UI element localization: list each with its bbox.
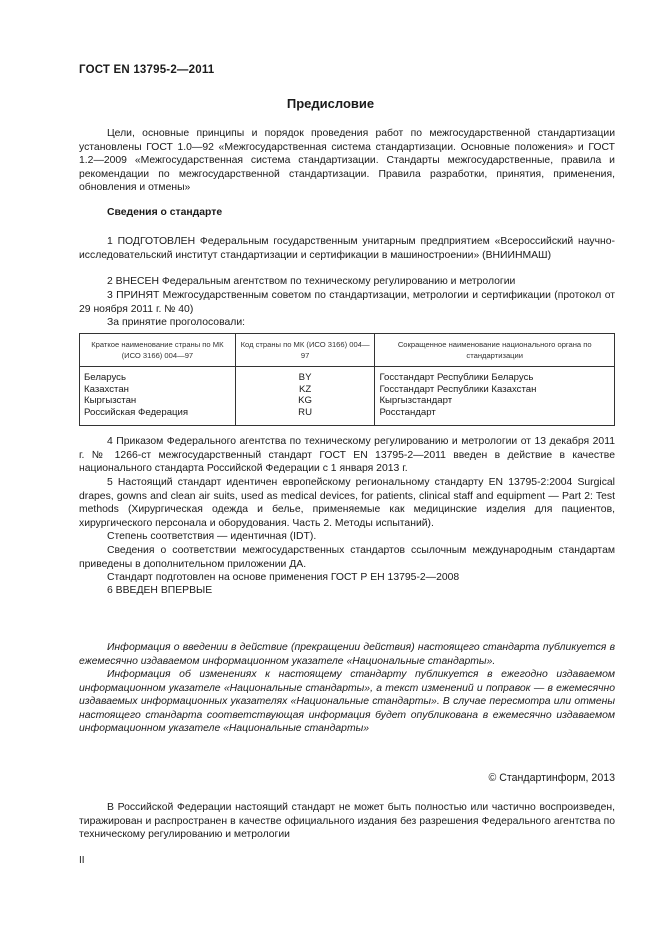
country-code: BY — [235, 367, 375, 384]
table-row — [80, 407, 615, 426]
copyright: © Стандартинформ, 2013 — [488, 772, 615, 784]
table-row — [80, 395, 615, 407]
country-name: Беларусь — [80, 367, 236, 384]
refs-paragraph: Сведения о соответствии межгосударственных стандартов ссылочным международным стандартам приведены в дополнительном приложении ДА. — [79, 545, 615, 570]
table-header-body: Сокращенное наименование национального органа по стандартизации — [375, 334, 615, 367]
country-name: Российская Федерация — [80, 407, 236, 426]
table-header-row — [80, 334, 615, 367]
item-5-identical: 5 Настоящий стандарт идентичен европейскому региональному стандарту EN 13795-2:2004 Surgical drapes, gowns and clean air suits, used as medical devices, for patients, clinical staff and equipment — Part 2: Test methods (Хирургическая одежда и белье, применяемые как медицинские изделия для пациентов, хирургического персонала и оборудования. Часть 2. Методы испытаний). — [79, 477, 615, 529]
item-4-order: 4 Приказом Федерального агентства по техническому регулированию и метрологии от 13 декабря 2011 г. № 1266-ст межгосударственный стандарт ГОСТ EN 13795-2—2011 введен в действие в качестве национального стандарта Российской Федерации с 1 января 2013 г. — [79, 436, 615, 475]
vote-line: За принятие проголосовали: — [107, 317, 246, 328]
country-code: KZ — [235, 384, 375, 396]
item-1-prepared: 1 ПОДГОТОВЛЕН Федеральным государственным унитарным предприятием «Всероссийский научно-исследовательский институт стандартизации и сертификации в машиностроении» (ВНИИНМАШ) — [79, 236, 615, 261]
standards-body: Кыргызстандарт — [375, 395, 615, 407]
item-3-adopted: 3 ПРИНЯТ Межгосударственным советом по стандартизации, метрологии и сертификации (протокол от 29 ноября 2011 г. № 40) — [79, 290, 615, 315]
page-number: II — [79, 855, 85, 866]
table-row — [80, 384, 615, 396]
legal-notice: В Российской Федерации настоящий стандарт не может быть полностью или частично воспроизведен, тиражирован и распространен в качестве официального издания без разрешения Федерального агентства по техническому регулированию и метрологии — [79, 802, 615, 841]
country-code: RU — [235, 407, 375, 426]
country-name: Казахстан — [80, 384, 236, 396]
intro-paragraph: Цели, основные принципы и порядок проведения работ по межгосударственной стандартизации установлены ГОСТ 1.0—92 «Межгосударственная система стандартизации. Основные положения» и ГОСТ 1.2—2009 «Межгосударственная система стандартизации. Стандарты межгосударственные, правила и рекомендации по межгосударственной стандартизации. Правила разработки, принятия, применения, обновления и отмены» — [79, 128, 615, 194]
table-header-country: Краткое наименование страны по МК (ИСО 3166) 004—97 — [80, 334, 236, 367]
item-6-first: 6 ВВЕДЕН ВПЕРВЫЕ — [107, 585, 213, 596]
degree-line: Степень соответствия — идентичная (IDT). — [107, 531, 317, 542]
info-heading: Сведения о стандарте — [107, 207, 223, 218]
country-name: Кыргызстан — [80, 395, 236, 407]
notice-introduction: Информация о введении в действие (прекращении действия) настоящего стандарта публикуется в ежемесячно издаваемом информационном указателе «Национальные стандарты». — [79, 642, 615, 667]
item-2-introduced: 2 ВНЕСЕН Федеральным агентством по техническому регулированию и метрологии — [107, 276, 516, 287]
standards-body: Госстандарт Республики Беларусь — [375, 367, 615, 384]
country-code: KG — [235, 395, 375, 407]
document-header: ГОСТ EN 13795-2—2011 — [79, 64, 215, 76]
voting-countries-table — [79, 333, 615, 426]
standards-body: Росстандарт — [375, 407, 615, 426]
page-title: Предисловие — [286, 96, 375, 111]
notice-changes: Информация об изменениях к настоящему стандарту публикуется в ежегодно издаваемом информационном указателе «Национальные стандарты», а текст изменений и поправок — в ежемесячно издаваемых информационных указателях «Национальные стандарты». В случае пересмотра или отмены настоящего стандарта соответствующая информация будет опубликована в ежемесячно издаваемом информационном указателе «Национальные стандарты» — [79, 669, 615, 735]
based-on-line: Стандарт подготовлен на основе применения ГОСТ Р ЕН 13795-2—2008 — [107, 572, 460, 583]
standards-body: Госстандарт Республики Казахстан — [375, 384, 615, 396]
table-header-code: Код страны по МК (ИСО 3166) 004—97 — [235, 334, 375, 367]
table-row — [80, 367, 615, 384]
